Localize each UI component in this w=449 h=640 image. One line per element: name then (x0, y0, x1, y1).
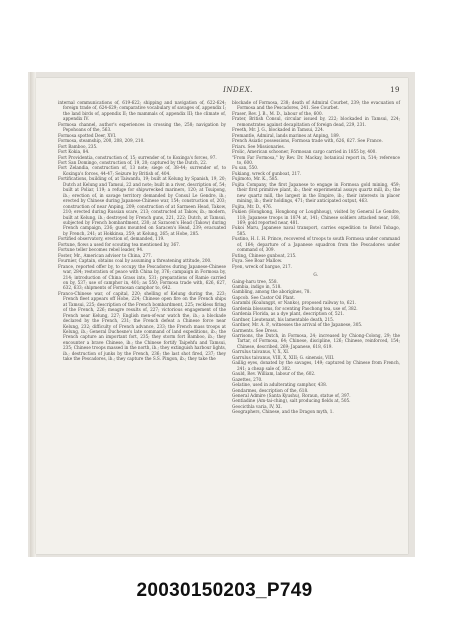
index-entry: Garambi (Koalungpt, or Nanko), proposed railway to, 621. (232, 300, 357, 306)
index-entry: Fremantle, Admiral, lands marines at Anping, 189. (232, 132, 340, 138)
index-entry: Fournier, Captain, obtains coal by assuming a threatening attitude, 200. (58, 258, 212, 264)
index-entry: Fyen, wreck of bargue, 217. (232, 263, 292, 269)
index-entry: Gardenia blossoms, for scenting Paochong tea, use of, 382. (232, 305, 358, 311)
index-entry: Fukien (Hongkong, Hongkong or Loughhoug), visited by General Le Gendre, 118; Japanese troops in 1874 at, 141; Chinese soldiers attacked near, 168, 169; gold reported near, 481. (232, 209, 400, 225)
index-entry: Fu san, 550. (232, 165, 259, 171)
index-entry: Fujimoto, Mr. K., 585. (232, 176, 279, 182)
index-entry: Gauld, Rev. William, labour of the, 602. (232, 371, 316, 377)
index-entry: Frater, British Consul, circular issued by, 222; blockaded in Tamsui, 224; remonstrates against decapitation of foreign dead, 229, 231. (232, 116, 400, 127)
index-entry: Gaillig eyes, donated by the savages, 149; captured by Chinese from French, 241; a cheap sale of, 302. (232, 360, 400, 371)
index-entry: Frolic, American schooner, Formosan cargo carried in 1855 by, 400. (232, 149, 377, 155)
index-entry: Fortifications, building of, at Taiwanfu, 19; built at Kelung by Spanish, 19, 20; Dutch at Kelung and Tamsui, 22 and note; built in a river, description of, 54; built at Poliar, 119; a refuge for shipwrecked mariners, 120; at Tsuipong, ib.; erection of, in savage territory demanded by Consul Le Gendre, ib.; erected by Chinese during Japanese-Chinese war, 154; construction of, 203; construction of near Anping, 209; construction of at Sarmeen Head, Takow, 210; erected during Russian scare, 213; constructed at Takow, ib.; modern, built at Kelung, ib.; destroyed by French guns, 221, 222; Dutch, at Tamsui, subjected by French bombardment, 230; at Saracen's Head (Takow) during French campaign, 236; guns mounted on Saracen's Head, 239; evacuated by French, 241; at Hokkinsa, 259; at Kelung, 265; at Hobe, 285. (58, 176, 226, 236)
index-entry: internal communications of, 619-622; shipping and navigation of, 622-624; foreign trade of, 624-629; comparative vocabulary of savages of, appendix I; the land birds of, appendix II; the mammals of, appendix III; the climate of, appendix IV. (58, 100, 226, 122)
index-entry: France, reported offer by, to occupy the Pescadores during Japanese-Chinese war, 284; restoration of peace with China by, 376; campaign in Formosa by, 214; introduction of China Grass into, 531; preparations of Ramie carried on by, 537; use of camphor in, 401; as 550; Formosa trade with, 626, 627, 632, 633; shipments of Formosan camphor to, 642. (58, 263, 226, 291)
index-entry: Garrulus taivanus, VIII, X, XIII; G. sinensis, VIII. (232, 354, 335, 360)
index-entry: Geographers, Chinese, and the Dragon myth, 1. (232, 409, 334, 415)
index-entry: Foster, Mr., American adviser to China, 277. (58, 252, 153, 258)
index-entry: Freeth, Mr. J. G., blockaded in Tamsui, 224. (232, 127, 325, 133)
index-entry: Fuya. See Boar Mallow. (232, 258, 283, 264)
index-entry: General Admire (Santa Kyushu), Roraun, statue of, 397. (232, 393, 351, 399)
index-entry: Geocicthla varia, IV, XI. (232, 403, 282, 409)
index-entry: Garments. See Dress. (232, 327, 279, 333)
index-entry: Futing, Chinese gunboat, 215. (232, 252, 297, 258)
index-entry: Franco-Chinese war, of capital, 220; shelling of Kelung during the, 223; French fleet appears off Hobe, 224; Chinese open fire on the French ships at Tamsui, 225; description of the French bombardment, 225; reckless firing of the French, 226; meagre results of, 227; victorious engagement of the French near Kelung, 227; English men-of-war watch the, ib.; a blockade declared by the French, 231; the French defeat a Chinese force near Kelung, 232; difficulty of French advance, 233; the French mass troops at Kelung, ib.; General Duchesne's late command of land expeditions, ib.; the French capture an important fort, 235; they storm fort Bamboo, ib.; they encounter a brave Chinese, ib.; the Chinese fortify Taipehfu and Tamsui, 235; Chinese troops massed in the north, ib.; they extinguish harbour lights, ib.; destruction of junks by the French, 236; the last shot fired, 237; they take the Pescadores, ib.; they capture the S.S. Pingon, ib.; they take the (58, 290, 226, 362)
page-number: 19 (390, 86, 400, 94)
page-header (76, 86, 400, 96)
index-entry: Gelatine, used in adulterating camphor, 438. (232, 382, 328, 388)
archive-id-label: 20030150203_P749 (136, 580, 313, 601)
index-entry: Gambia, indigo in, 518. (232, 283, 282, 289)
index-entry: Gentiadine (Am-tai-ching), salt producing fields at, 505. (232, 398, 351, 404)
index-entry: Garrulus taivanus, V, X, XI. (232, 349, 290, 355)
index-entry: Gardenia Florida, as a dye plant, description of, 521. (232, 311, 345, 317)
index-entry: Garrisons, the Dutch, in Formosa, 24; increased by Chiong-Colong, 29; the Tartar, of Formosa, 64; Chinese, discipline, 126; Chinese, reinforced, 154; Chinese, described, 269; Japanese, 618, 619. (232, 333, 400, 349)
index-entry: Fortune teller becomes rebel leader, 94. (58, 247, 144, 253)
index-entry: Fort Bamboo, 235. (58, 143, 98, 149)
index-entry: Fortified observatory, erection of, demanded, 119. (58, 236, 165, 242)
book-page (36, 78, 408, 554)
index-entry: Gaing-haru tree, 558. (232, 278, 278, 284)
index-entry: Fort Kokia, 84. (58, 149, 90, 155)
index-column-left (58, 100, 226, 362)
index-column-right (232, 100, 400, 415)
index-entry: Fukoi Maru, Japanese naval transport, carries expedition to Botel Tobago, 585. (232, 225, 400, 236)
index-entry: Gardner, Mr. A. P., witnesses the arrival of the Japanese, 305. (232, 322, 363, 328)
index-entry: Fustino, H. I. H. Prince, recovered of troops to south Formosa under command of, 164; departure of a Japanese squadron from the Pescadores under command of, 309. (232, 236, 400, 253)
page-title: INDEX. (223, 86, 253, 94)
index-entry: Fort Zelandia, construction of, 13 note; siege of, 38-44; surrender of, to Koxinga's forces, 44-47; Seizure by British of, 404. (58, 165, 226, 176)
index-entry: Friars. See Missionaries. (232, 143, 285, 149)
index-entry: blockade of Formosa, 238; death of Admiral Courbet, 239; the evacuation of Formosa and the Pescadores, 241. See Courbet. (232, 100, 400, 111)
index-entry: Formosa, steamship, 200, 208, 209, 210. (58, 138, 145, 144)
index-entry: Formosa spotted Deer, XVI. (58, 132, 117, 138)
index-entry: Gambling, among the aborigines, 78. (232, 289, 311, 295)
index-entry: Fujita, Mr. D., 476. (232, 203, 273, 209)
index-entry: Fort Providentia, construction of, 15; surrender of, to Koxinga's forces, 97. (58, 154, 217, 160)
index-entry: Gardner, Lieutenant, his lamentable death, 215. (232, 316, 335, 322)
index-entry: Fujita Company, the first Japanese to engage in Formosa gold mining, 459; their first primitive plant, ib.; their experimental assays quartz mill, ib.; the new quartz mill, the largest in the Empire, ib.; their interests in placer mining, ib.; their holdings, 471; their anticipated output, 463. (232, 181, 400, 204)
index-entry: Fortune, flows a used for scouting tea mentioned by, 367. (58, 241, 181, 247)
section-letter-heading: G. (313, 272, 319, 278)
index-entry: Fraser, Rev. J. B., M. D., labour of the, 600. (232, 110, 323, 116)
index-entry: "From Far Formosa," by Rev. Dr. Mackay, botanical report in, 514; reference to, 600. (232, 154, 400, 165)
index-entry: Gapcob. See Castor Oil Plant. (232, 294, 296, 300)
index-entry: Gazettes, 270. (232, 376, 263, 382)
index-entry: Gendarmes, description of the, 618. (232, 387, 309, 393)
index-entry: Fukiang, wreck of gunboat, 217. (232, 170, 302, 176)
index-entry: Fort San Domingo, construction of, 19, 20; captured by the Dutch, 22. (58, 159, 208, 165)
index-entry: French Asiatic possessions, Formosa trade with, 626, 627. See France. (232, 138, 383, 144)
index-entry: Formosa channel, author's experiences in crossing the, 258; navigation by Pepohoans of the, 563. (58, 121, 226, 133)
